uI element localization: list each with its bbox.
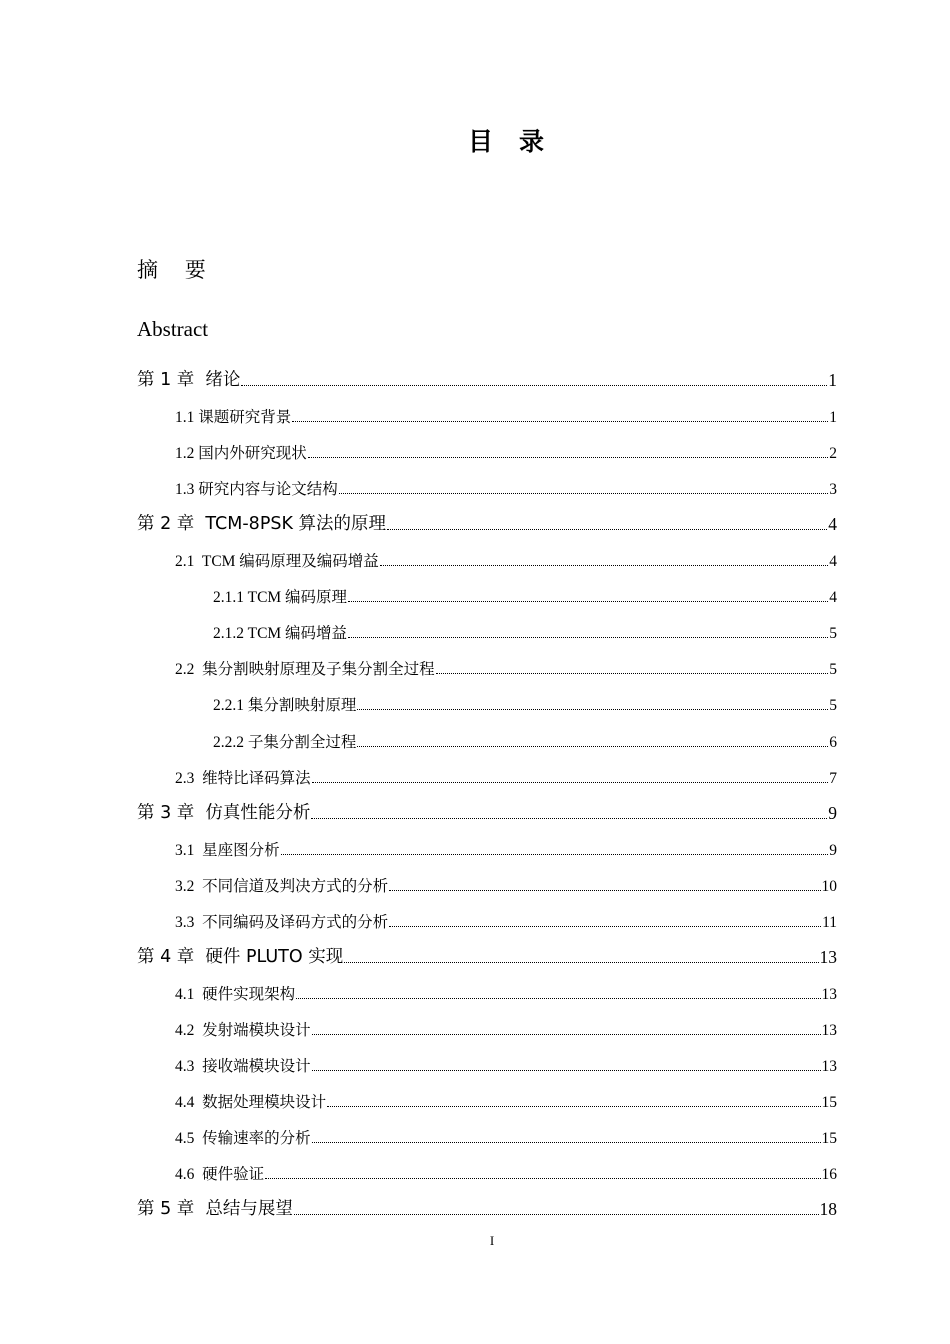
toc-entry-page: 10 bbox=[821, 877, 837, 895]
toc-entry-label: 第 2 章 TCM-8PSK 算法的原理 bbox=[137, 514, 387, 535]
toc-entry[interactable] bbox=[213, 691, 837, 715]
toc-entry[interactable] bbox=[175, 764, 837, 788]
toc-entry-label: 3.3 不同编码及译码方式的分析 bbox=[175, 913, 389, 931]
toc-entry-page: 6 bbox=[829, 733, 837, 751]
toc-entry-label: 4.2 发射端模块设计 bbox=[175, 1021, 311, 1039]
toc-entry-label: 4.3 接收端模块设计 bbox=[175, 1057, 311, 1075]
toc-entry[interactable] bbox=[175, 1052, 837, 1076]
toc-entry-page: 15 bbox=[821, 1094, 837, 1111]
toc-entry[interactable] bbox=[175, 1088, 837, 1112]
toc-leader-dots bbox=[292, 420, 828, 422]
toc-leader-dots bbox=[312, 1141, 821, 1143]
toc-entry[interactable] bbox=[175, 1160, 837, 1184]
toc-entry-label: 2.2 集分割映射原理及子集分割全过程 bbox=[175, 661, 435, 679]
toc-entry[interactable] bbox=[175, 836, 837, 860]
toc-entry-page: 13 bbox=[821, 985, 837, 1003]
toc-entry-page: 13 bbox=[821, 1057, 837, 1075]
toc-entry-page: 7 bbox=[829, 769, 837, 787]
toc-leader-dots bbox=[308, 456, 828, 458]
toc-entry-label: 2.1.2 TCM 编码增益 bbox=[213, 625, 348, 643]
page-number: I bbox=[489, 1233, 495, 1248]
toc-entry-page: 13 bbox=[819, 946, 837, 967]
toc-entry-label: 第 3 章 仿真性能分析 bbox=[137, 802, 311, 823]
toc-leader-dots bbox=[348, 600, 828, 602]
toc-entry[interactable] bbox=[175, 980, 837, 1004]
toc-entry-label: 1.1 课题研究背景 bbox=[175, 409, 292, 427]
toc-entry-page: 11 bbox=[822, 913, 837, 931]
toc-entry-label: 4.6 硬件验证 bbox=[175, 1166, 265, 1184]
toc-leader-dots bbox=[312, 1069, 821, 1071]
toc-entry[interactable] bbox=[175, 475, 837, 499]
toc-entry[interactable] bbox=[213, 583, 837, 607]
toc-entry-label: 3.1 星座图分析 bbox=[175, 841, 280, 859]
toc-entry-label: 第 1 章 绪论 bbox=[137, 370, 241, 390]
toc-entry-page: 4 bbox=[828, 514, 837, 535]
toc-entry[interactable] bbox=[137, 1196, 837, 1220]
toc-entry-label: 第 5 章 总结与展望 bbox=[137, 1199, 293, 1220]
toc-entry-page: 1 bbox=[828, 370, 837, 390]
toc-entry-label: 4.5 传输速率的分析 bbox=[175, 1130, 311, 1148]
toc-leader-dots bbox=[380, 564, 828, 566]
toc-entry-page: 15 bbox=[821, 1130, 837, 1148]
toc-entry[interactable] bbox=[137, 367, 837, 391]
toc-entry-page: 18 bbox=[819, 1199, 837, 1220]
page-title bbox=[0, 122, 950, 158]
toc-entry-label: 第 4 章 硬件 PLUTO 实现 bbox=[137, 946, 344, 967]
toc-entry[interactable] bbox=[213, 728, 837, 752]
toc-entry[interactable] bbox=[137, 944, 837, 968]
abstract-en-heading: Abstract bbox=[137, 317, 209, 341]
toc-leader-dots bbox=[312, 1033, 821, 1035]
toc-entry-label: 2.3 维特比译码算法 bbox=[175, 769, 311, 787]
toc-leader-dots bbox=[339, 492, 828, 494]
toc-entry-page: 13 bbox=[821, 1021, 837, 1039]
toc-leader-dots bbox=[389, 889, 820, 891]
toc-entry[interactable] bbox=[175, 908, 837, 932]
toc-entry-label: 2.1 TCM 编码原理及编码增益 bbox=[175, 553, 379, 571]
toc-entry-page: 1 bbox=[829, 409, 837, 427]
toc-leader-dots bbox=[344, 961, 818, 963]
toc-leader-dots bbox=[265, 1177, 820, 1179]
toc-entry[interactable] bbox=[137, 511, 837, 535]
toc-entry-page: 5 bbox=[829, 697, 837, 715]
toc-leader-dots bbox=[294, 1213, 819, 1215]
toc-entry-label: 2.2.2 子集分割全过程 bbox=[213, 733, 357, 751]
toc-entry-label: 2.2.1 集分割映射原理 bbox=[213, 697, 357, 715]
toc-leader-dots bbox=[241, 384, 827, 386]
toc-entry[interactable] bbox=[175, 655, 837, 679]
toc-entry-label: 4.1 硬件实现架构 bbox=[175, 985, 296, 1003]
toc-entry[interactable] bbox=[175, 547, 837, 571]
toc-entry[interactable] bbox=[175, 403, 837, 427]
toc-leader-dots bbox=[348, 636, 828, 638]
title-char-2: 录 bbox=[519, 127, 545, 156]
toc-leader-dots bbox=[387, 528, 827, 530]
toc-entry-page: 16 bbox=[821, 1166, 837, 1184]
toc-entry-label: 2.1.1 TCM 编码原理 bbox=[213, 589, 348, 607]
toc-entry[interactable] bbox=[175, 872, 837, 896]
toc-leader-dots bbox=[327, 1105, 820, 1107]
toc-entry[interactable] bbox=[175, 439, 837, 463]
toc-leader-dots bbox=[311, 817, 827, 819]
toc-entry-label: 1.2 国内外研究现状 bbox=[175, 445, 307, 463]
toc-entry[interactable] bbox=[137, 800, 837, 824]
toc-leader-dots bbox=[296, 997, 820, 999]
toc-entry-page: 5 bbox=[829, 661, 837, 679]
toc-entry-page: 5 bbox=[829, 625, 837, 643]
toc-entry-label: 4.4 数据处理模块设计 bbox=[175, 1094, 327, 1111]
toc-leader-dots bbox=[357, 745, 828, 747]
toc-entry-page: 9 bbox=[828, 802, 837, 823]
toc-entry-page: 3 bbox=[829, 481, 837, 499]
toc-entry-page: 4 bbox=[829, 589, 837, 607]
toc-entry-page: 4 bbox=[829, 553, 837, 571]
toc-entry-page: 2 bbox=[829, 445, 837, 463]
toc-entry-label: 3.2 不同信道及判决方式的分析 bbox=[175, 877, 389, 895]
title-char-1: 目 bbox=[467, 127, 493, 156]
abstract-cn-heading: 摘 要 bbox=[137, 258, 206, 282]
toc-leader-dots bbox=[357, 708, 828, 710]
toc-leader-dots bbox=[281, 853, 829, 855]
toc-entry[interactable] bbox=[175, 1016, 837, 1040]
toc-leader-dots bbox=[389, 925, 821, 927]
toc-entry[interactable] bbox=[175, 1124, 837, 1148]
toc-entry[interactable] bbox=[213, 619, 837, 643]
toc-entry-page: 9 bbox=[829, 841, 837, 859]
toc-leader-dots bbox=[312, 781, 829, 783]
toc-entry-label: 1.3 研究内容与论文结构 bbox=[175, 481, 338, 499]
toc-leader-dots bbox=[436, 672, 829, 674]
